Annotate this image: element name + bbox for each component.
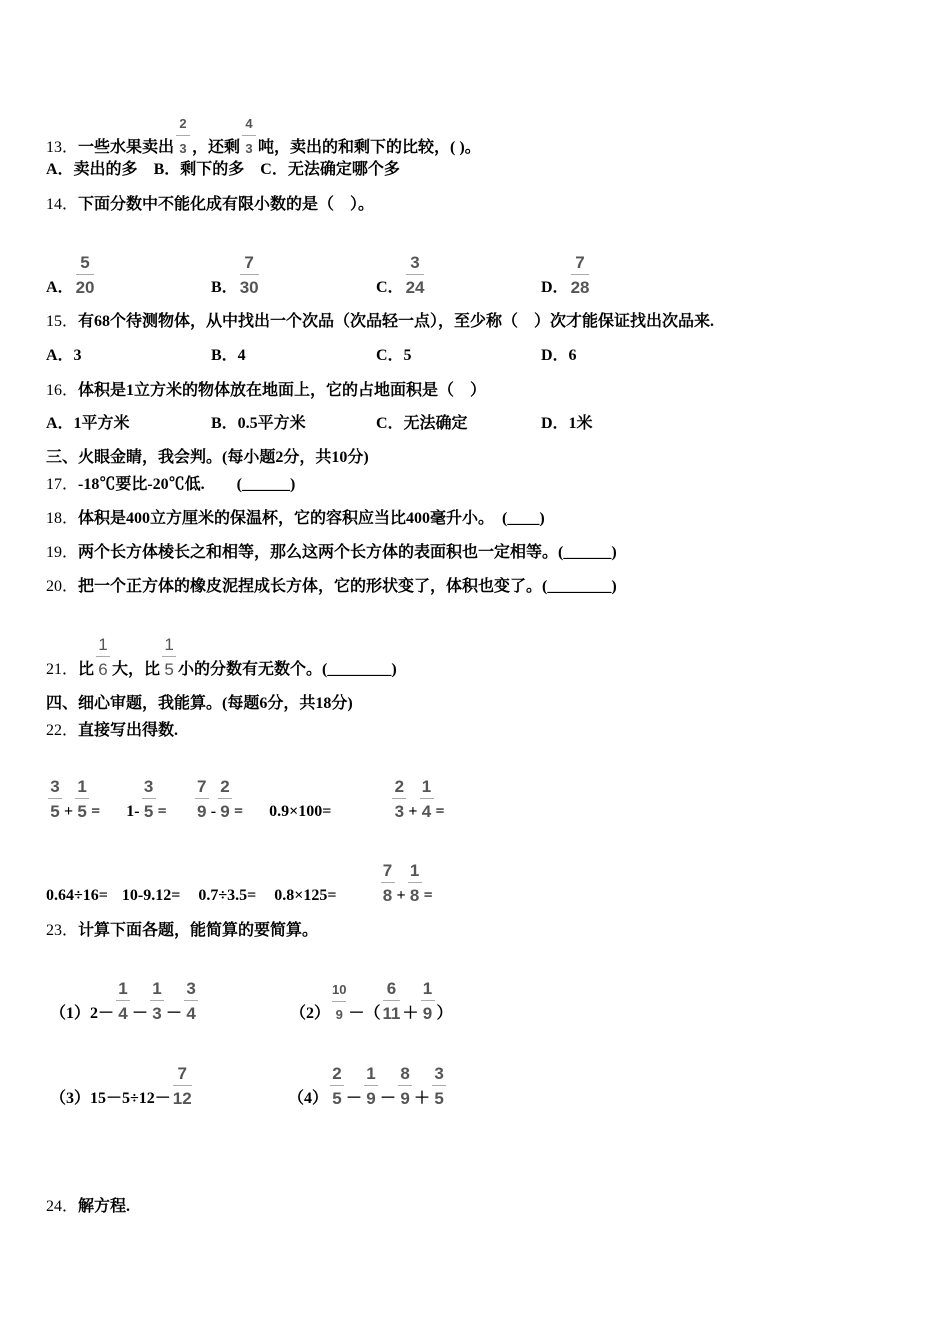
fraction (173, 1064, 192, 1109)
question-18 (46, 508, 545, 529)
text: 8 (382, 886, 393, 905)
fraction (432, 1064, 446, 1109)
q13-options (46, 160, 400, 180)
text: 1 (77, 777, 87, 796)
fraction (398, 1064, 412, 1109)
text: 2 (179, 116, 187, 131)
text: 20 (75, 278, 95, 297)
fraction (76, 253, 95, 298)
fraction-bar (406, 274, 425, 275)
q23-part-2: （2） $\frac{10}{9}$ －（ $\frac{6}{11}$ ＋ $\frac{1}{9}$ ） (290, 979, 453, 1023)
text: 3 (434, 1064, 444, 1083)
fraction-bar (116, 1000, 130, 1001)
text: 下面分数中不能化成有限小数的是（ ）。 (78, 196, 375, 213)
text: 7 (382, 861, 393, 880)
question-number: 16． (46, 382, 79, 399)
text: 30 (239, 278, 259, 297)
text: A． (46, 279, 74, 296)
fraction (218, 777, 232, 822)
text: 小的分数有无数个。(________) (178, 661, 397, 678)
text: （1）2－ (50, 1005, 115, 1022)
fraction (406, 253, 425, 298)
fraction-bar (176, 135, 190, 136)
text: 24 (405, 278, 425, 297)
text: 计算下面各题，能简算的要简算。 (78, 922, 319, 939)
text: 3 (152, 1004, 162, 1023)
fraction (421, 979, 435, 1024)
text: 1 (409, 861, 420, 880)
option-c[interactable] (376, 253, 541, 298)
option-d[interactable]: D．6 (541, 347, 577, 364)
q23-part-3 (50, 1064, 194, 1109)
text: 1 (164, 635, 174, 654)
text: 18． (46, 510, 79, 527)
text: 直接写出得数. (78, 722, 179, 739)
fraction (96, 635, 110, 680)
text: 解方程. (78, 1198, 131, 1215)
fraction-bar (48, 798, 62, 799)
q22-row-1: $\frac{3}{5}$ + $\frac{1}{5}$ = 1- $\frac{3}{5}$ = $\frac{7}{9}$ - $\frac{2}{9}$ = 0.9×100= $\frac{2}{3}$ + $\frac{1}{4}$ = (46, 777, 445, 822)
text: 22． (46, 722, 79, 739)
text: 1 (421, 777, 432, 796)
text: ，还剩 (192, 139, 241, 156)
text: 0.9×100= (269, 803, 332, 820)
text: 23． (46, 922, 79, 939)
text: 6 (386, 979, 397, 998)
text: 7 (196, 777, 207, 796)
option-a[interactable] (46, 253, 211, 298)
text: 5 (50, 802, 60, 821)
text: 体积是1立方米的物体放在地面上，它的占地面积是（ ） (78, 382, 487, 399)
text: 2 (394, 777, 405, 796)
fraction (240, 253, 259, 298)
fraction-bar (420, 798, 434, 799)
option-a[interactable]: A．3 (46, 347, 82, 364)
text: 比 (78, 661, 95, 678)
fraction (242, 114, 256, 159)
fraction (162, 635, 176, 680)
text: 7 (177, 1064, 187, 1083)
text: 体积是400立方厘米的保温杯，它的容积应当比400毫升小。 (____) (78, 510, 545, 527)
fraction-bar (330, 1085, 344, 1086)
option-b[interactable]: B．剩下的多 (153, 161, 245, 178)
text: 9 (335, 1007, 343, 1022)
fraction-bar (432, 1085, 446, 1086)
text: 12 (172, 1089, 192, 1108)
text: 10 (332, 982, 347, 997)
fraction (381, 861, 395, 906)
fraction-bar (392, 798, 406, 799)
question-16 (46, 380, 486, 401)
text: 3 (50, 777, 60, 796)
fraction-bar (571, 274, 590, 275)
text: 19． (46, 544, 79, 561)
question-23 (46, 920, 318, 941)
q23-part-4: （4） $\frac{2}{5}$ － $\frac{1}{9}$ － $\frac{8}{9}$ ＋ $\frac{3}{5}$ (288, 1064, 448, 1109)
fraction-bar (398, 1085, 412, 1086)
question-14 (46, 194, 374, 215)
q23-part-1: （1）2－ $\frac{1}{4}$ － $\frac{1}{3}$ － $\frac{3}{4}$ (50, 979, 200, 1024)
fraction (176, 114, 190, 159)
fraction-bar (218, 798, 232, 799)
question-number: 14． (46, 196, 79, 213)
section-3-heading: 三、火眼金睛，我会判。(每小题2分，共10分) (46, 449, 369, 466)
text: 9 (400, 1089, 410, 1108)
fraction (150, 979, 164, 1024)
fraction (330, 1064, 344, 1109)
text: 11 (382, 1004, 401, 1023)
q15-options (46, 346, 706, 366)
fraction (332, 980, 346, 1025)
fraction (48, 777, 62, 822)
text: 9 (196, 802, 207, 821)
fraction-bar (184, 1000, 198, 1001)
question-20 (46, 576, 617, 597)
question-24 (46, 1196, 130, 1217)
text: 1 (152, 979, 162, 998)
text: 9 (220, 802, 230, 821)
text: 6 (98, 660, 108, 679)
text: 10-9.12= (121, 887, 181, 904)
fraction-bar (408, 882, 422, 883)
text: 2 (332, 1064, 342, 1083)
question-number: 13． (46, 139, 79, 156)
fraction (392, 777, 406, 822)
text: B． (211, 279, 238, 296)
fraction-bar (150, 1000, 164, 1001)
text: （4） (288, 1090, 329, 1107)
fraction (116, 979, 130, 1024)
fraction-bar (173, 1085, 192, 1086)
fraction (195, 777, 209, 822)
text: 5 (143, 802, 154, 821)
option-d[interactable] (541, 253, 706, 298)
fraction (571, 253, 590, 298)
text: 4 (118, 1004, 128, 1023)
q22-row-2: 0.64÷16= 10-9.12= 0.7÷3.5= 0.8×125= $\frac{7}{8}$ + $\frac{1}{8}$ = (46, 861, 433, 905)
text: 3 (410, 253, 420, 272)
text: 3 (186, 979, 196, 998)
fraction-bar (240, 274, 259, 275)
text: 3 (143, 777, 154, 796)
text: 1 (98, 635, 108, 654)
text: 3 (179, 141, 187, 156)
text: 2 (220, 777, 230, 796)
text: 吨，卖出的和剩下的比较，( )。 (258, 139, 481, 156)
text: 5 (332, 1089, 342, 1108)
fraction-bar (364, 1085, 378, 1086)
q14-options (46, 253, 706, 298)
text: 21． (46, 661, 79, 678)
fraction (364, 1064, 378, 1109)
text: 28 (570, 278, 590, 297)
option-a[interactable]: A．卖出的多 (46, 161, 138, 178)
text: 有68个待测物体，从中找出一个次品（次品轻一点），至少称（ ）次才能保证找出次品来. (78, 313, 715, 330)
fraction (408, 861, 422, 906)
fraction (184, 979, 198, 1024)
text: 5 (80, 253, 90, 272)
option-b[interactable]: B．4 (211, 347, 246, 364)
text: 3 (245, 141, 253, 156)
q16-options (46, 414, 706, 434)
option-d[interactable]: D．1米 (541, 415, 593, 432)
text: 17． (46, 476, 79, 493)
text: 5 (434, 1089, 444, 1108)
question-22 (46, 720, 178, 741)
fraction-bar (383, 1000, 401, 1001)
text: 9 (366, 1089, 376, 1108)
question-13 (46, 114, 481, 159)
text: 0.64÷16= (46, 887, 108, 904)
question-17 (46, 474, 295, 495)
text: 5 (77, 802, 87, 821)
fraction (420, 777, 434, 822)
question-19 (46, 542, 617, 563)
fraction-bar (142, 798, 156, 799)
fraction-bar (332, 1001, 346, 1002)
fraction-bar (75, 798, 89, 799)
text: 3 (394, 802, 405, 821)
text: 两个长方体棱长之和相等，那么这两个长方体的表面积也一定相等。(______) (78, 544, 617, 561)
text: 1 (422, 979, 433, 998)
option-c[interactable]: C．5 (376, 347, 412, 364)
text: -18℃要比-20℃低. (______) (78, 476, 296, 493)
text: 7 (575, 253, 585, 272)
text: 0.8×125= (274, 887, 337, 904)
option-b[interactable]: B．0.5平方米 (211, 415, 306, 432)
text: 9 (422, 1004, 433, 1023)
text: 1 (366, 1064, 376, 1083)
text: 4 (421, 802, 432, 821)
fraction (75, 777, 89, 822)
fraction-bar (96, 656, 110, 657)
section-4-heading: 四、细心审题，我能算。(每题6分，共18分) (46, 695, 353, 712)
fraction (142, 777, 156, 822)
text: C． (376, 279, 404, 296)
question-15 (46, 311, 714, 332)
text: 8 (400, 1064, 410, 1083)
fraction (383, 979, 401, 1024)
text: 7 (244, 253, 254, 272)
text: （2） (290, 1005, 331, 1022)
text: 20． (46, 578, 79, 595)
fraction-bar (242, 135, 256, 136)
question-21 (46, 635, 397, 680)
text: （3）15－5÷12－ (50, 1090, 171, 1107)
text: 一些水果卖出 (78, 139, 175, 156)
text: D． (541, 279, 569, 296)
text: 4 (186, 1004, 196, 1023)
fraction-bar (195, 798, 209, 799)
text: 1 (118, 979, 128, 998)
fraction-bar (421, 1000, 435, 1001)
text: 4 (245, 116, 253, 131)
question-number: 15． (46, 313, 79, 330)
fraction-bar (162, 656, 176, 657)
text: 24． (46, 1198, 79, 1215)
option-c[interactable]: C．无法确定 (376, 415, 468, 432)
text: 大，比 (112, 661, 161, 678)
text: 0.7÷3.5= (198, 887, 257, 904)
text: 把一个正方体的橡皮泥捏成长方体，它的形状变了，体积也变了。(________) (78, 578, 617, 595)
text: 5 (164, 660, 174, 679)
fraction-bar (76, 274, 95, 275)
text: 8 (409, 886, 420, 905)
option-b[interactable] (211, 253, 376, 298)
option-a[interactable]: A．1平方米 (46, 415, 130, 432)
fraction-bar (381, 882, 395, 883)
option-c[interactable]: C．无法确定哪个多 (260, 161, 400, 178)
